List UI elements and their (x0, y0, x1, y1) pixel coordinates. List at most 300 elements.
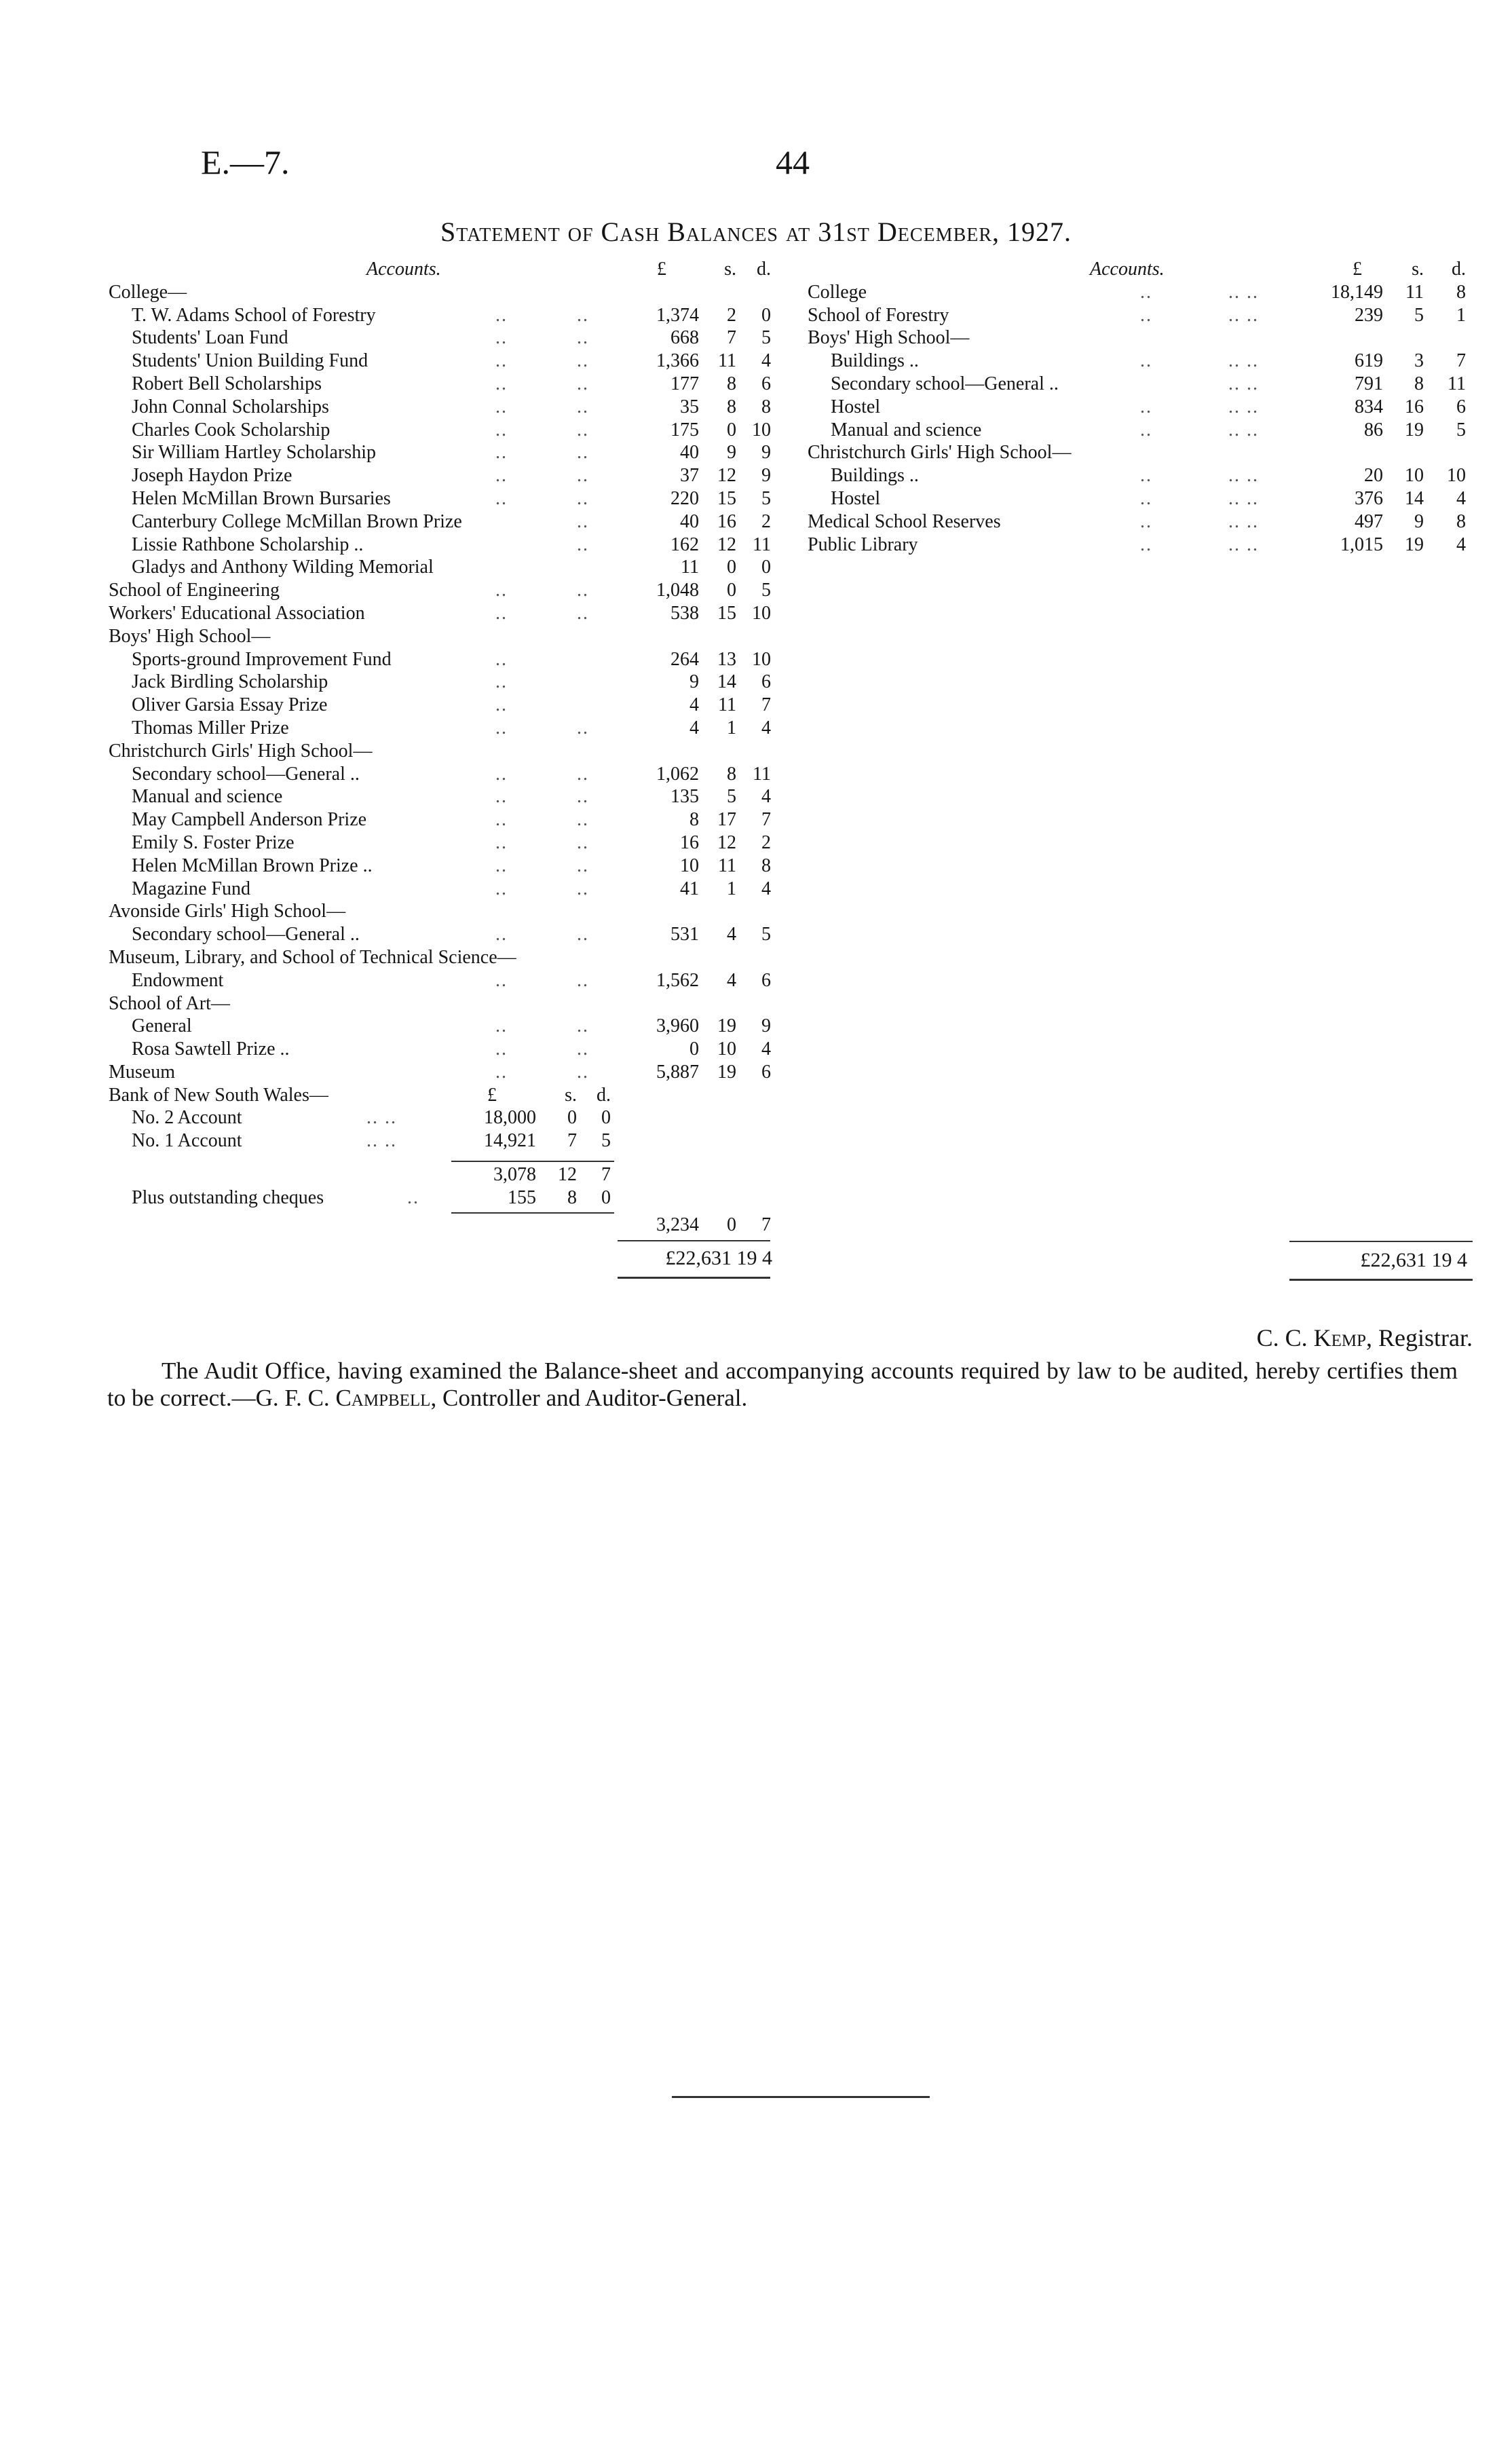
leader-dots: .. (577, 878, 589, 899)
section-heading-row (109, 992, 787, 1015)
section-heading-row (109, 740, 787, 763)
auditor-name: Campbell (335, 1385, 431, 1411)
leader-dots: .. .. (1228, 373, 1259, 394)
account-row (109, 1038, 787, 1061)
leader-dots: .. (495, 442, 508, 464)
account-label: Buildings .. (831, 465, 919, 487)
leader-dots: .. .. (1228, 304, 1259, 326)
leader-dots: .. .. (1228, 465, 1259, 487)
pence-heading: d. (757, 259, 771, 280)
section-heading-row (109, 946, 787, 969)
amount-pence: 7 (761, 694, 771, 716)
leader-dots: .. .. (366, 1107, 397, 1129)
account-row (109, 350, 787, 373)
account-row (808, 396, 1473, 419)
amount-pence: 4 (1456, 533, 1466, 555)
amount-pounds: 10 (680, 855, 699, 876)
leader-dots: .. .. (1228, 510, 1259, 532)
account-label: Manual and science (132, 786, 283, 808)
leader-dots: .. .. (1228, 350, 1259, 372)
amount-pence: 7 (601, 1164, 611, 1186)
leader-dots: .. (1140, 396, 1152, 417)
amount-pounds: 177 (670, 373, 699, 394)
leader-dots: .. (577, 465, 589, 487)
amount-shillings: 0 (727, 419, 736, 441)
amount-pence: 10 (1447, 465, 1466, 487)
account-label: T. W. Adams School of Forestry (132, 304, 376, 326)
amount-shillings: 12 (558, 1164, 577, 1186)
amount-pounds: 1,062 (656, 763, 699, 785)
account-row (109, 1061, 787, 1084)
amount-shillings: 5 (727, 786, 736, 808)
account-label: Sir William Hartley Scholarship (132, 442, 376, 464)
leader-dots: .. (495, 350, 508, 372)
account-row (109, 717, 787, 740)
amount-pence: 10 (752, 602, 771, 624)
amount-pounds: 40 (680, 510, 699, 532)
amount-pounds: 41 (680, 878, 699, 899)
amount-pounds: 155 (508, 1186, 536, 1208)
amount-pence: 5 (761, 580, 771, 601)
account-label: Lissie Rathbone Scholarship .. (132, 533, 364, 555)
amount-shillings: 19 (1405, 533, 1424, 555)
amount-pounds: 18,149 (1331, 281, 1383, 303)
amount-shillings: 0 (727, 1214, 736, 1235)
leader-dots: .. (577, 580, 589, 601)
amount-pence: 0 (761, 304, 771, 326)
account-label: Boys' High School— (109, 625, 271, 647)
leader-dots: .. (1140, 350, 1152, 372)
account-row (109, 441, 787, 464)
amount-shillings: 9 (727, 442, 736, 464)
account-label: Rosa Sawtell Prize .. (132, 1038, 290, 1060)
account-label: May Campbell Anderson Prize (132, 809, 367, 831)
bank-pound-heading: £ (487, 1084, 497, 1106)
amount-shillings: 17 (717, 809, 736, 831)
amount-shillings: 8 (1414, 373, 1424, 394)
account-row (808, 281, 1473, 304)
account-row (109, 831, 787, 855)
leader-dots: .. (577, 831, 589, 853)
amount-shillings: 2 (727, 304, 736, 326)
leader-dots: .. (1140, 510, 1152, 532)
account-label: Secondary school—General .. (132, 763, 360, 785)
leader-dots: .. (495, 809, 508, 831)
leader-dots: .. (1140, 487, 1152, 509)
leader-dots: .. (495, 831, 508, 853)
leader-dots: .. (577, 602, 589, 624)
amount-pence: 5 (761, 327, 771, 349)
amount-pence: 11 (753, 533, 771, 555)
leader-dots: .. (495, 671, 508, 693)
amount-pounds: 668 (670, 327, 699, 349)
leader-dots: .. (577, 1061, 589, 1083)
account-row (109, 556, 787, 579)
account-label: Public Library (808, 533, 918, 555)
account-label: College (808, 281, 867, 303)
page-number: 44 (776, 143, 810, 181)
pound-heading: £ (657, 259, 666, 280)
amount-pounds: 3,078 (493, 1164, 536, 1186)
account-label: Magazine Fund (132, 878, 250, 899)
amount-shillings: 8 (727, 763, 736, 785)
account-label: Gladys and Anthony Wilding Memorial (132, 557, 434, 578)
amount-pence: 9 (761, 465, 771, 487)
amount-pounds: 3,234 (656, 1214, 699, 1235)
account-label: Avonside Girls' High School— (109, 901, 346, 922)
amount-pence: 1 (1456, 304, 1466, 326)
amount-pounds: 4 (689, 694, 699, 716)
account-row (808, 487, 1473, 510)
leader-dots: .. (495, 763, 508, 785)
account-row (109, 694, 787, 717)
leader-dots: .. (577, 786, 589, 808)
amount-pence: 6 (761, 1061, 771, 1083)
amount-shillings: 16 (1405, 396, 1424, 417)
right-ledger (808, 258, 1473, 570)
account-label: Helen McMillan Brown Bursaries (132, 487, 391, 509)
account-row (808, 304, 1473, 327)
accounts-heading: Accounts. (366, 259, 441, 280)
amount-shillings: 0 (567, 1107, 577, 1129)
leader-dots: .. (495, 396, 508, 417)
bank-pence-heading: d. (597, 1084, 611, 1106)
account-label: Students' Union Building Fund (132, 350, 368, 372)
leader-dots: .. (495, 855, 508, 876)
account-row (109, 373, 787, 396)
amount-shillings: 11 (718, 694, 736, 716)
account-label: Hostel (831, 396, 881, 417)
left-column-headings (109, 258, 787, 281)
account-label: Christchurch Girls' High School— (109, 740, 373, 762)
amount-pence: 8 (1456, 510, 1466, 532)
leader-dots: .. (495, 648, 508, 670)
account-row (109, 969, 787, 992)
account-row (808, 373, 1473, 396)
left-account-rows (109, 281, 787, 1084)
amount-shillings: 8 (727, 396, 736, 417)
amount-shillings: 8 (567, 1186, 577, 1208)
amount-pence: 4 (761, 878, 771, 899)
amount-pence: 8 (761, 396, 771, 417)
amount-pence: 8 (1456, 281, 1466, 303)
document-title (0, 216, 1512, 248)
amount-pence: 5 (761, 924, 771, 945)
account-label: Workers' Educational Association (109, 602, 365, 624)
amount-pounds: 35 (680, 396, 699, 417)
account-row (109, 648, 787, 671)
audit-certificate (107, 1357, 1458, 1412)
shillings-heading: s. (1412, 259, 1424, 280)
amount-shillings: 10 (1405, 465, 1424, 487)
leader-dots: .. (495, 717, 508, 738)
cheques-label: Plus outstanding cheques (132, 1186, 324, 1208)
account-row (109, 878, 787, 901)
account-row (109, 533, 787, 557)
right-total-block (1289, 1241, 1473, 1288)
leader-dots: .. (577, 1015, 589, 1037)
account-row (109, 419, 787, 442)
bank-net-rule (451, 1212, 614, 1214)
left-total-row (109, 1232, 787, 1279)
amount-pence: 7 (761, 1214, 771, 1235)
title-year: , 1927. (992, 217, 1072, 247)
bank-net-row (109, 1210, 787, 1233)
amount-shillings: 11 (1405, 281, 1424, 303)
account-label: Medical School Reserves (808, 510, 1001, 532)
amount-pence: 2 (761, 510, 771, 532)
account-label: Canterbury College McMillan Brown Prize (132, 510, 462, 532)
pound-heading: £ (1353, 259, 1362, 280)
amount-pence: 0 (601, 1186, 611, 1208)
account-label: Hostel (831, 487, 881, 509)
leader-dots: .. .. (1228, 281, 1259, 303)
leader-dots: .. (577, 1038, 589, 1060)
bank-account-row (109, 1129, 787, 1153)
leader-dots: .. (495, 419, 508, 441)
account-label: Joseph Haydon Prize (132, 465, 292, 487)
account-label: College— (109, 281, 187, 303)
account-label: Secondary school—General .. (831, 373, 1059, 394)
amount-pence: 7 (1456, 350, 1466, 372)
bank-label: Bank of New South Wales— (109, 1084, 328, 1106)
left-ledger (109, 258, 787, 1330)
account-row (109, 396, 787, 419)
amount-pounds: 1,015 (1340, 533, 1383, 555)
amount-pounds: 135 (670, 786, 699, 808)
bank-section (109, 1084, 787, 1280)
account-label: Museum, Library, and School of Technical Science— (109, 946, 516, 968)
section-heading-row (808, 326, 1473, 350)
registrar-signature (1257, 1324, 1473, 1352)
account-row (109, 671, 787, 694)
leader-dots: .. (495, 786, 508, 808)
account-row (808, 419, 1473, 442)
account-label: Museum (109, 1061, 175, 1083)
right-total-bottom-rule (1289, 1279, 1473, 1281)
leader-dots: .. (495, 694, 508, 716)
amount-shillings: 0 (727, 557, 736, 578)
amount-pence: 4 (761, 1038, 771, 1060)
amount-pence: 6 (761, 373, 771, 394)
amount-pounds: 0 (689, 1038, 699, 1060)
spacer (109, 1153, 787, 1163)
section-heading-row (109, 900, 787, 923)
account-row (109, 579, 787, 602)
amount-pence: 9 (761, 1015, 771, 1037)
leader-dots: .. (577, 533, 589, 555)
leader-dots: .. (495, 1061, 508, 1083)
amount-pounds: 40 (680, 442, 699, 464)
amount-pounds: 1,366 (656, 350, 699, 372)
amount-pence: 5 (601, 1130, 611, 1152)
leader-dots: .. (577, 763, 589, 785)
account-row (109, 304, 787, 327)
end-rule (672, 2096, 930, 2098)
pence-heading: d. (1452, 259, 1466, 280)
leader-dots: .. (495, 924, 508, 945)
leader-dots: .. (495, 969, 508, 991)
account-row (109, 923, 787, 946)
leader-dots: .. (577, 510, 589, 532)
account-label: Robert Bell Scholarships (132, 373, 322, 394)
amount-pence: 4 (761, 786, 771, 808)
amount-pounds: 1,374 (656, 304, 699, 326)
leader-dots: .. (1140, 304, 1152, 326)
section-heading-row (109, 625, 787, 648)
amount-pounds: 538 (670, 602, 699, 624)
account-row (808, 510, 1473, 533)
amount-pounds: 791 (1355, 373, 1383, 394)
title-text: Statement of Cash Balances at 31st December (440, 217, 993, 247)
account-label: Charles Cook Scholarship (132, 419, 330, 441)
leader-dots: .. (495, 304, 508, 326)
amount-shillings: 9 (1414, 510, 1424, 532)
amount-pounds: 220 (670, 487, 699, 509)
amount-shillings: 12 (717, 533, 736, 555)
amount-pounds: 497 (1355, 510, 1383, 532)
account-row (808, 464, 1473, 487)
right-grand-total: £22,631 19 4 (1360, 1249, 1467, 1271)
account-label: General (132, 1015, 192, 1037)
leader-dots: .. (577, 969, 589, 991)
leader-dots: .. .. (1228, 533, 1259, 555)
registrar-initials: C. C. (1256, 1324, 1314, 1351)
amount-pounds: 8 (689, 809, 699, 831)
amount-shillings: 12 (717, 465, 736, 487)
amount-shillings: 11 (718, 855, 736, 876)
outstanding-cheques-row (109, 1186, 787, 1210)
leader-dots: .. (577, 809, 589, 831)
amount-pence: 6 (761, 969, 771, 991)
amount-shillings: 19 (717, 1015, 736, 1037)
left-total-top-rule (618, 1240, 770, 1241)
account-label: Endowment (132, 969, 224, 991)
amount-pence: 10 (752, 419, 771, 441)
amount-pounds: 37 (680, 465, 699, 487)
amount-shillings: 8 (727, 373, 736, 394)
bank-shillings-heading: s. (565, 1084, 577, 1106)
amount-pounds: 834 (1355, 396, 1383, 417)
leader-dots: .. .. (366, 1130, 397, 1152)
accounts-heading: Accounts. (1090, 259, 1165, 280)
leader-dots: .. (495, 1015, 508, 1037)
amount-shillings: 1 (727, 717, 736, 738)
account-row (808, 350, 1473, 373)
amount-pounds: 162 (670, 533, 699, 555)
amount-shillings: 16 (717, 510, 736, 532)
amount-pounds: 20 (1364, 465, 1383, 487)
leader-dots: .. .. (1228, 419, 1259, 441)
leader-dots: .. (577, 373, 589, 394)
amount-pounds: 376 (1355, 487, 1383, 509)
amount-pence: 2 (761, 831, 771, 853)
amount-shillings: 0 (727, 580, 736, 601)
amount-shillings: 19 (717, 1061, 736, 1083)
amount-pounds: 9 (689, 671, 699, 693)
leader-dots: .. (495, 327, 508, 349)
bank-heading-row (109, 1084, 787, 1107)
shillings-heading: s. (724, 259, 736, 280)
amount-pence: 11 (753, 763, 771, 785)
page-reference: E.—7. (201, 143, 290, 181)
account-label: Christchurch Girls' High School— (808, 442, 1072, 464)
account-row (109, 326, 787, 350)
amount-pence: 6 (761, 671, 771, 693)
amount-pounds: 86 (1364, 419, 1383, 441)
amount-pounds: 239 (1355, 304, 1383, 326)
leader-dots: .. (577, 304, 589, 326)
account-label: Students' Loan Fund (132, 327, 288, 349)
leader-dots: .. (1140, 281, 1152, 303)
amount-pounds: 4 (689, 717, 699, 738)
amount-pence: 9 (761, 442, 771, 464)
account-row (109, 785, 787, 808)
left-grand-total: £22,631 19 4 (665, 1247, 772, 1270)
account-label: School of Forestry (808, 304, 949, 326)
auditor-title: , Controller and Auditor-General. (430, 1385, 748, 1411)
account-label: Oliver Garsia Essay Prize (132, 694, 328, 716)
account-row (109, 510, 787, 533)
leader-dots: .. .. (1228, 487, 1259, 509)
amount-shillings: 11 (718, 350, 736, 372)
leader-dots: .. (495, 373, 508, 394)
amount-shillings: 19 (1405, 419, 1424, 441)
amount-pence: 7 (761, 809, 771, 831)
amount-shillings: 7 (727, 327, 736, 349)
account-row (109, 1015, 787, 1038)
account-label: School of Engineering (109, 580, 280, 601)
account-row (109, 487, 787, 510)
leader-dots: .. (1140, 465, 1152, 487)
amount-pounds: 16 (680, 831, 699, 853)
amount-shillings: 7 (567, 1130, 577, 1152)
bank-subtotal-rule (451, 1161, 614, 1162)
bank-subtotal-row (109, 1163, 787, 1186)
leader-dots: .. (577, 487, 589, 509)
leader-dots: .. (577, 419, 589, 441)
amount-pence: 4 (1456, 487, 1466, 509)
amount-pence: 0 (761, 557, 771, 578)
amount-pence: 6 (1456, 396, 1466, 417)
amount-pounds: 5,887 (656, 1061, 699, 1083)
account-label: Boys' High School— (808, 327, 970, 349)
amount-pence: 10 (752, 648, 771, 670)
amount-pence: 0 (601, 1107, 611, 1129)
leader-dots: .. (577, 350, 589, 372)
amount-pounds: 1,562 (656, 969, 699, 991)
amount-shillings: 3 (1414, 350, 1424, 372)
account-label: Jack Birdling Scholarship (132, 671, 328, 693)
right-total-top-rule (1289, 1241, 1473, 1242)
section-heading-row (109, 281, 787, 304)
amount-shillings: 4 (727, 969, 736, 991)
amount-shillings: 10 (717, 1038, 736, 1060)
amount-shillings: 14 (717, 671, 736, 693)
account-row (109, 464, 787, 487)
account-label: Buildings .. (831, 350, 919, 372)
amount-pounds: 1,048 (656, 580, 699, 601)
amount-pence: 5 (1456, 419, 1466, 441)
leader-dots: .. (577, 717, 589, 738)
account-label: Secondary school—General .. (132, 924, 360, 945)
account-label: Thomas Miller Prize (132, 717, 289, 738)
amount-pence: 8 (761, 855, 771, 876)
amount-pence: 4 (761, 350, 771, 372)
right-column-headings (808, 258, 1473, 281)
leader-dots: .. (407, 1186, 419, 1208)
account-label: John Connal Scholarships (132, 396, 329, 417)
